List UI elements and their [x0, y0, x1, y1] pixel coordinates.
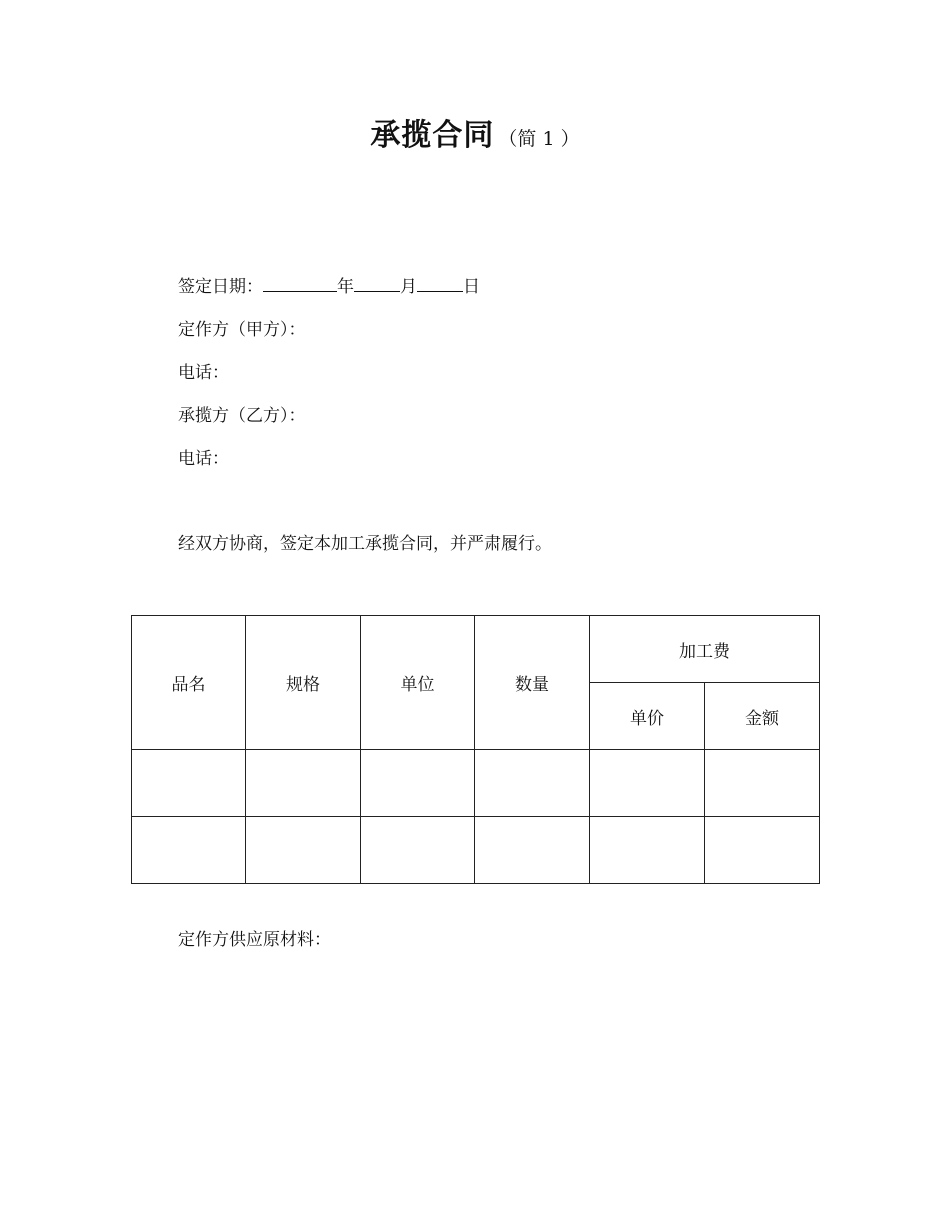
- title-main: 承揽合同: [370, 118, 495, 153]
- table-cell[interactable]: [705, 750, 820, 817]
- year-blank: [263, 275, 337, 292]
- header-unit: 单位: [361, 616, 475, 750]
- table-cell[interactable]: [246, 817, 361, 884]
- table-cell[interactable]: [475, 750, 590, 817]
- header-unit-price: 单价: [590, 683, 705, 750]
- table-cell[interactable]: [705, 817, 820, 884]
- table-cell[interactable]: [361, 817, 475, 884]
- sign-date-line: [178, 275, 480, 299]
- party-b-phone-label: 电话：: [178, 449, 229, 469]
- party-a-phone-label: 电话：: [178, 363, 229, 383]
- header-amount: 金额: [705, 683, 820, 750]
- table-cell[interactable]: [475, 817, 590, 884]
- header-processing-fee: 加工费: [590, 616, 820, 683]
- month-blank: [354, 275, 400, 292]
- document-title: [0, 114, 950, 162]
- table-row: [132, 750, 820, 817]
- table-cell[interactable]: [132, 817, 246, 884]
- party-a-label: 定作方（甲方）：: [178, 320, 306, 340]
- table-row: [132, 817, 820, 884]
- table-cell[interactable]: [590, 750, 705, 817]
- day-blank: [417, 275, 463, 292]
- table-cell[interactable]: [361, 750, 475, 817]
- items-table: [131, 615, 820, 884]
- materials-label: 定作方供应原材料：: [178, 930, 331, 950]
- preamble-text: 经双方协商，签定本加工承揽合同，并严肃履行。: [178, 534, 552, 554]
- table-cell[interactable]: [590, 817, 705, 884]
- party-b-label: 承揽方（乙方）：: [178, 406, 306, 426]
- table-cell[interactable]: [246, 750, 361, 817]
- month-label: 月: [400, 277, 417, 297]
- header-name: 品名: [132, 616, 246, 750]
- year-label: 年: [337, 277, 354, 297]
- title-subtitle: （简 1 ）: [498, 128, 580, 150]
- header-quantity: 数量: [475, 616, 590, 750]
- table-header-row: [132, 616, 820, 683]
- day-label: 日: [463, 277, 480, 297]
- table-cell[interactable]: [132, 750, 246, 817]
- header-spec: 规格: [246, 616, 361, 750]
- sign-date-label: 签定日期：: [178, 277, 263, 297]
